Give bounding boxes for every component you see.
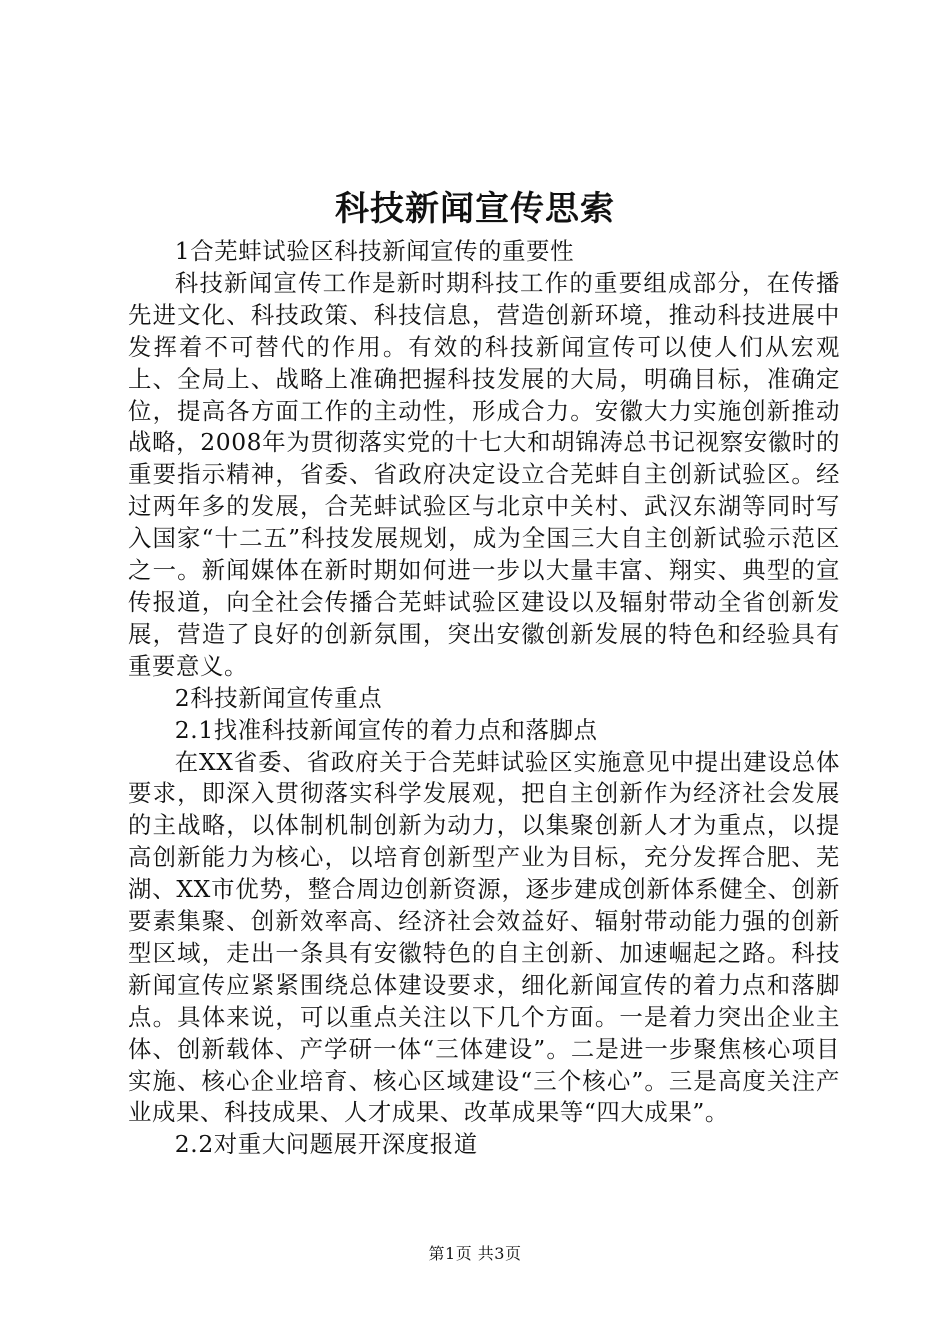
page-number-footer: 第1页 共3页 <box>428 1244 522 1263</box>
document-body <box>128 236 840 1161</box>
section-heading: 2科技新闻宣传重点 <box>174 683 383 712</box>
section-heading: 1合芜蚌试验区科技新闻宣传的重要性 <box>174 237 575 265</box>
body-paragraph: 科技新闻宣传工作是新时期科技工作的重要组成部分，在传播先进文化、科技政策、科技信息，营造创新环境，推动科技进展中发挥着不可替代的作用。有效的科技新闻宣传可以使人们从宏观上、全局上、战略上准确把握科技发展的大局，明确目标，准确定位，提高各方面工作的主动性，形成合力。安徽大力实施创新推动战略，2008年为贯彻落实党的十七大和胡锦涛总书记视察安徽时的重要指示精神，省委、省政府决定设立合芜蚌自主创新试验区。经过两年多的发展，合芜蚌试验区与北京中关村、武汉东湖等同时写入国家“十二五”科技发展规划，成为全国三大自主创新试验示范区之一。新闻媒体在新时期如何进一步以大量丰富、翔实、典型的宣传报道，向全社会传播合芜蚌试验区建设以及辐射带动全省创新发展，营造了良好的创新氛围，突出安徽创新发展的特色和经验具有重要意义。 <box>128 268 840 680</box>
subsection-heading: 2.1找准科技新闻宣传的着力点和落脚点 <box>174 715 598 744</box>
document-title: 科技新闻宣传思索 <box>335 189 615 229</box>
body-paragraph: 在XX省委、省政府关于合芜蚌试验区实施意见中提出建设总体要求，即深入贯彻落实科学发展观，把自主创新作为经济社会发展的主战略，以体制机制创新为动力，以集聚创新人才为重点，以提高创新能力为核心，以培育创新型产业为目标，充分发挥合肥、芜湖、XX市优势，整合周边创新资源，逐步建成创新体系健全、创新要素集聚、创新效率高、经济社会效益好、辐射带动能力强的创新型区域，走出一条具有安徽特色的自主创新、加速崛起之路。科技新闻宣传应紧紧围绕总体建设要求，细化新闻宣传的着力点和落脚点。具体来说，可以重点关注以下几个方面。一是着力突出企业主体、创新载体、产学研一体“三体建设”。二是进一步聚焦核心项目实施、核心企业培育、核心区域建设“三个核心”。三是高度关注产业成果、科技成果、人才成果、改革成果等“四大成果”。 <box>128 747 840 1127</box>
subsection-heading: 2.2对重大问题展开深度报道 <box>174 1130 478 1159</box>
